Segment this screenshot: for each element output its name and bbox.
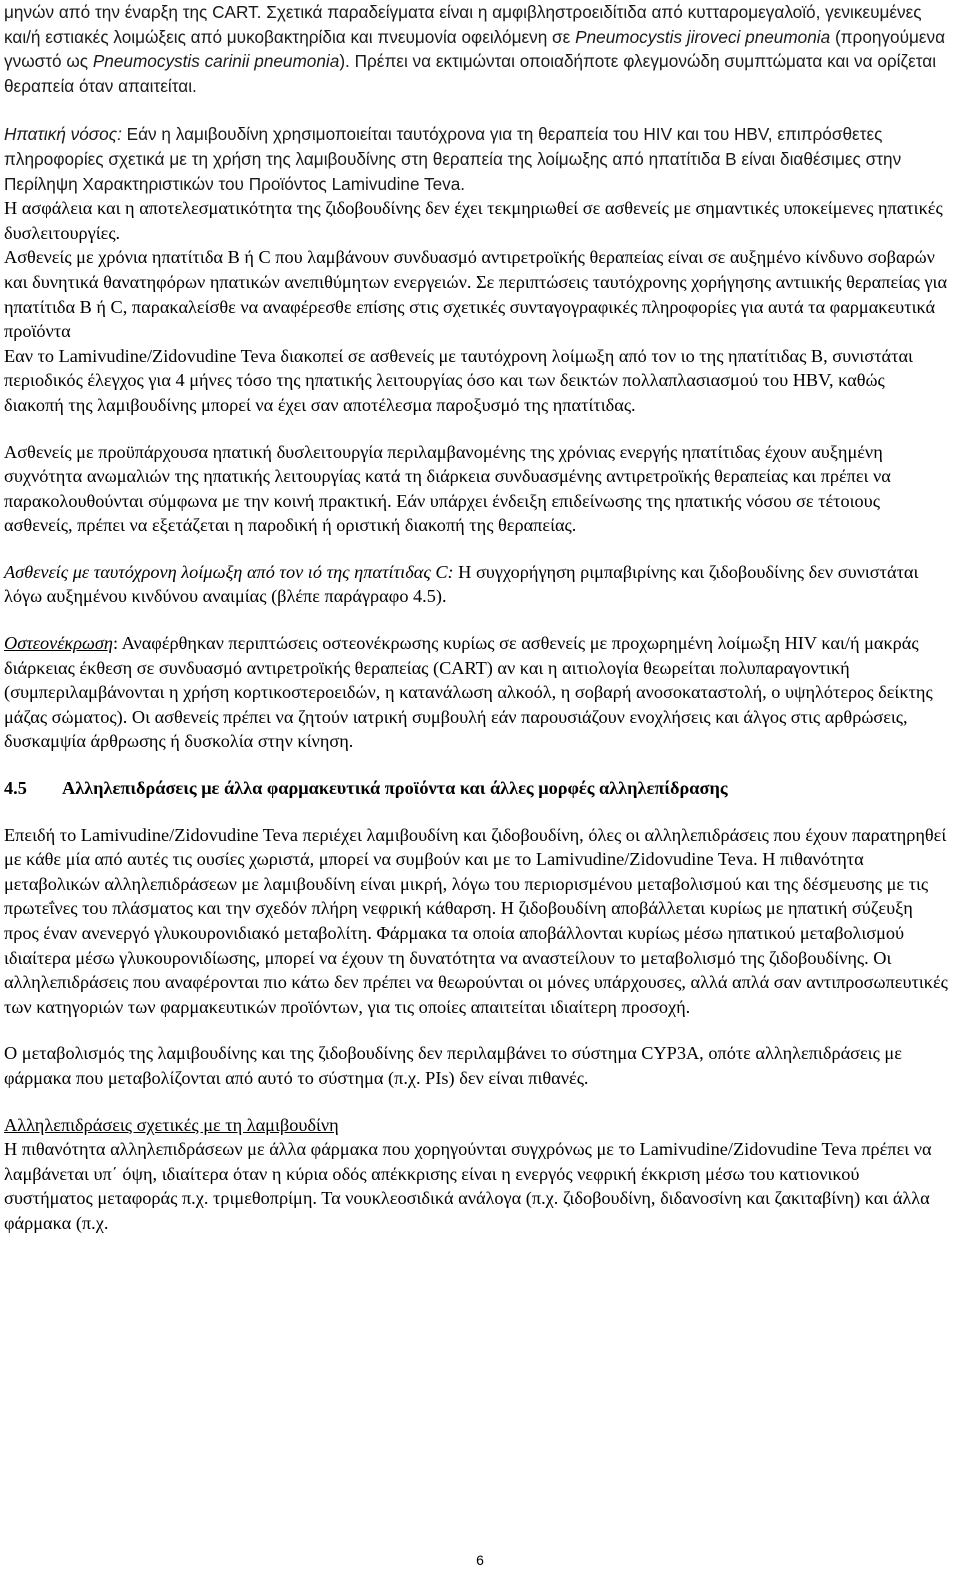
paragraph-osteonecrosis [4,631,948,754]
section-title: Αλληλεπιδράσεις με άλλα φαρμακευτικά προϊόντα και άλλες μορφές αλληλεπίδρασης [62,778,728,799]
paragraph-liver-disease [4,122,948,196]
subheading-lamivudine: Αλληλεπιδράσεις σχετικές με τη λαμιβουδίνη [4,1114,339,1135]
paragraph-discontinuation: Εαν το Lamivudine/Zidovudine Teva διακοπεί σε ασθενείς με ταυτόχρονη λοίμωξη από τον ιο της ηπατίτιδας B, συνιστάται περιοδικός έλεγχος για 4 μήνες τόσο της ηπατικής λειτουργίας όσο και των δεικτών πολλαπλασιασμού του HBV, καθώς διακοπή της λαμιβουδίνης μπορεί να έχει σαν αποτέλεσμα παροξυσμό της ηπατίτιδας. [4,345,913,415]
paragraph-text: : Αναφέρθηκαν περιπτώσεις οστεονέκρωσης κυρίως σε ασθενείς με προχωρημένη λοίμωξη HIV και/ή μακράς διάρκειας έκθεση σε συνδυασμό αντιρετροϊκής θεραπείας (CART) αν και η αιτιολογία θεωρείται πολυπαραγοντική (συμπεριλαμβάνονται η χρήση κορτικοστεροειδών, η κατανάλωση αλκοόλ, η σοβαρή ανοσοκαταστολή, ο υψηλότερος δείκτης μάζας σώματος). Οι ασθενείς πρέπει να ζητούν ιατρική συμβουλή εάν παρουσιάζουν ενοχλήσεις και άλγος στις αρθρώσεις, δυσκαμψία άρθρωσης ή δυσκολία στην κίνηση. [4,633,933,752]
page-number: 6 [476,1552,484,1568]
section-heading [4,776,948,801]
paragraph-text: (προηγούμενα γνωστό ως [4,26,946,72]
italic-label: Ηπατική νόσος: [4,124,122,145]
italic-term: Pneumocystis jiroveci pneumonia [575,26,831,47]
paragraph-preexisting-dysfunction: Ασθενείς με προϋπάρχουσα ηπατική δυσλειτουργία περιλαμβανομένης της χρόνιας ενεργής ηπατίτιδας έχουν αυξημένη συχνότητα ανωμαλιών της ηπατικής λειτουργίας κατά τη διάρκεια συνδυασμένης αντιρετροϊκής θεραπείας και πρέπει να παρακολουθούνται σύμφωνα με την κοινή πρακτική. Εάν υπάρχει ένδειξη επιδείνωσης της ηπατικής νόσου σε τέτοιους ασθενείς, πρέπει να εξετάζεται η παροδική ή οριστική διακοπή της θεραπείας. [4,441,891,536]
paragraph-safety: Η ασφάλεια και η αποτελεσματικότητα της ζιδοβουδίνης δεν έχει τεκμηριωθεί σε ασθενείς με σημαντικές υποκείμενες ηπατικές δυσλειτουργίες. [4,198,943,243]
paragraph-text: Εάν η λαμιβουδίνη χρησιμοποιείται ταυτόχρονα για τη θεραπεία του HIV και του HBV, επιπρόσθετες πληροφορίες σχετικά με τη χρήση της λαμιβουδίνης στη θεραπεία της λοίμωξης από ηπατίτιδα B είναι διαθέσιμες στην Περίληψη Χαρακτηριστικών του Προϊόντος Lamivudine Teva. [4,124,902,194]
paragraph-lamivudine-interactions: Η πιθανότητα αλληλεπιδράσεων με άλλα φάρμακα που χορηγούνται συγχρόνως με το Lamivudine/Zidovudine Teva πρέπει να λαμβάνεται υπ΄ όψη, ιδιαίτερα όταν η κύρια οδός απέκκρισης είναι η ενεργός νεφρική έκκριση μέσω του κατιονικού συστήματος μεταφοράς π.χ. τριμεθοπρίμη. Τα νουκλεοσιδικά ανάλογα (π.χ. ζιδοβουδίνη, διδανοσίνη και ζακιταβίνη) και άλλα φάρμακα (π.χ. [4,1139,932,1233]
paragraph-text: ). Πρέπει να εκτιμώνται οποιαδήποτε φλεγμονώδη συμπτώματα και να ορίζεται θεραπεία όταν απαιτείται. [4,51,937,96]
italic-label: Ασθενείς με ταυτόχρονη λοίμωξη από τον ιό της ηπατίτιδας C: [4,561,454,582]
italic-underlined-label: Οστεονέκρωση [4,633,113,654]
paragraph-iris [4,0,948,98]
paragraph-text: μηνών από την έναρξη της CART. Σχετικά παραδείγματα είναι η αμφιβληστροειδίτιδα από κυτταρομεγαλοϊό, γενικευμένες και/ή εστιακές λοιμώξεις από μυκοβακτηρίδια και πνευμονία οφειλόμενη σε [4,2,922,47]
paragraph-cyp3a: Ο μεταβολισμός της λαμιβουδίνης και της ζιδοβουδίνης δεν περιλαμβάνει το σύστημα CYP3A, οπότε αλληλεπιδράσεις με φάρμακα που μεταβολίζονται από αυτό το σύστημα (π.χ. PIs) δεν είναι πιθανές. [4,1043,902,1088]
paragraph-interactions-intro: Επειδή το Lamivudine/Zidovudine Teva περιέχει λαμιβουδίνη και ζιδοβουδίνη, όλες οι αλληλεπιδράσεις που έχουν παρατηρηθεί με κάθε μία από αυτές τις ουσίες χωριστά, μπορεί να συμβούν και με το Lamivudine/Zidovudine Teva. Η πιθανότητα μεταβολικών αλληλεπιδράσεων με λαμιβουδίνη είναι μικρή, λόγω του περιορισμένου μεταβολισμού και της δέσμευσης με τις πρωτεΐνες του πλάσματος και την σχεδόν πλήρη νεφρική κάθαρση. Η ζιδοβουδίνη αποβάλλεται κυρίως με ηπατική σύζευξη προς έναν ανενεργό γλυκουρονιδιακό μεταβολίτη. Φάρμακα τα οποία αποβάλλονται κυρίως μέσω ηπατικού μεταβολισμού ιδιαίτερα μέσω γλυκουρονιδίωσης, μπορεί να έχουν τη δυνατότητα να αναστείλουν το μεταβολισμό της ζιδοβουδίνης. Οι αλληλεπιδράσεις που αναφέρονται πιο κάτω δεν πρέπει να θεωρούνται οι μόνες υπάρχουσες, αλλά απλά σαν αντιπροσωπευτικές των κατηγοριών των φαρμακευτικών προϊόντων, για τις οποίες απαιτείται ιδιαίτερη προσοχή. [4,824,948,1017]
paragraph-chronic-hepatitis: Ασθενείς με χρόνια ηπατίτιδα Β ή C που λαμβάνουν συνδυασμό αντιρετροϊκής θεραπείας είναι σε αυξημένο κίνδυνο σοβαρών και δυνητικά θανατηφόρων ηπατικών ανεπιθύμητων ενεργειών. Σε περιπτώσεις ταυτόχρονης χορήγησης αντιιικής θεραπείας για ηπατίτιδα Β ή C, παρακαλείσθε να αναφέρεσθε επίσης στις σχετικές συνταγογραφικές πληροφορίες για αυτά τα φαρμακευτικά προϊόντα [4,247,948,342]
italic-term: Pneumocystis carinii pneumonia [92,51,340,72]
paragraph-text: Η συγχορήγηση ριμπαβιρίνης και ζιδοβουδίνης δεν συνιστάται λόγω αυξημένου κινδύνου αναιμίας (βλέπε παράγραφο 4.5). [4,561,919,607]
section-number: 4.5 [4,778,27,799]
paragraph-hcv-coinfection [4,560,948,609]
